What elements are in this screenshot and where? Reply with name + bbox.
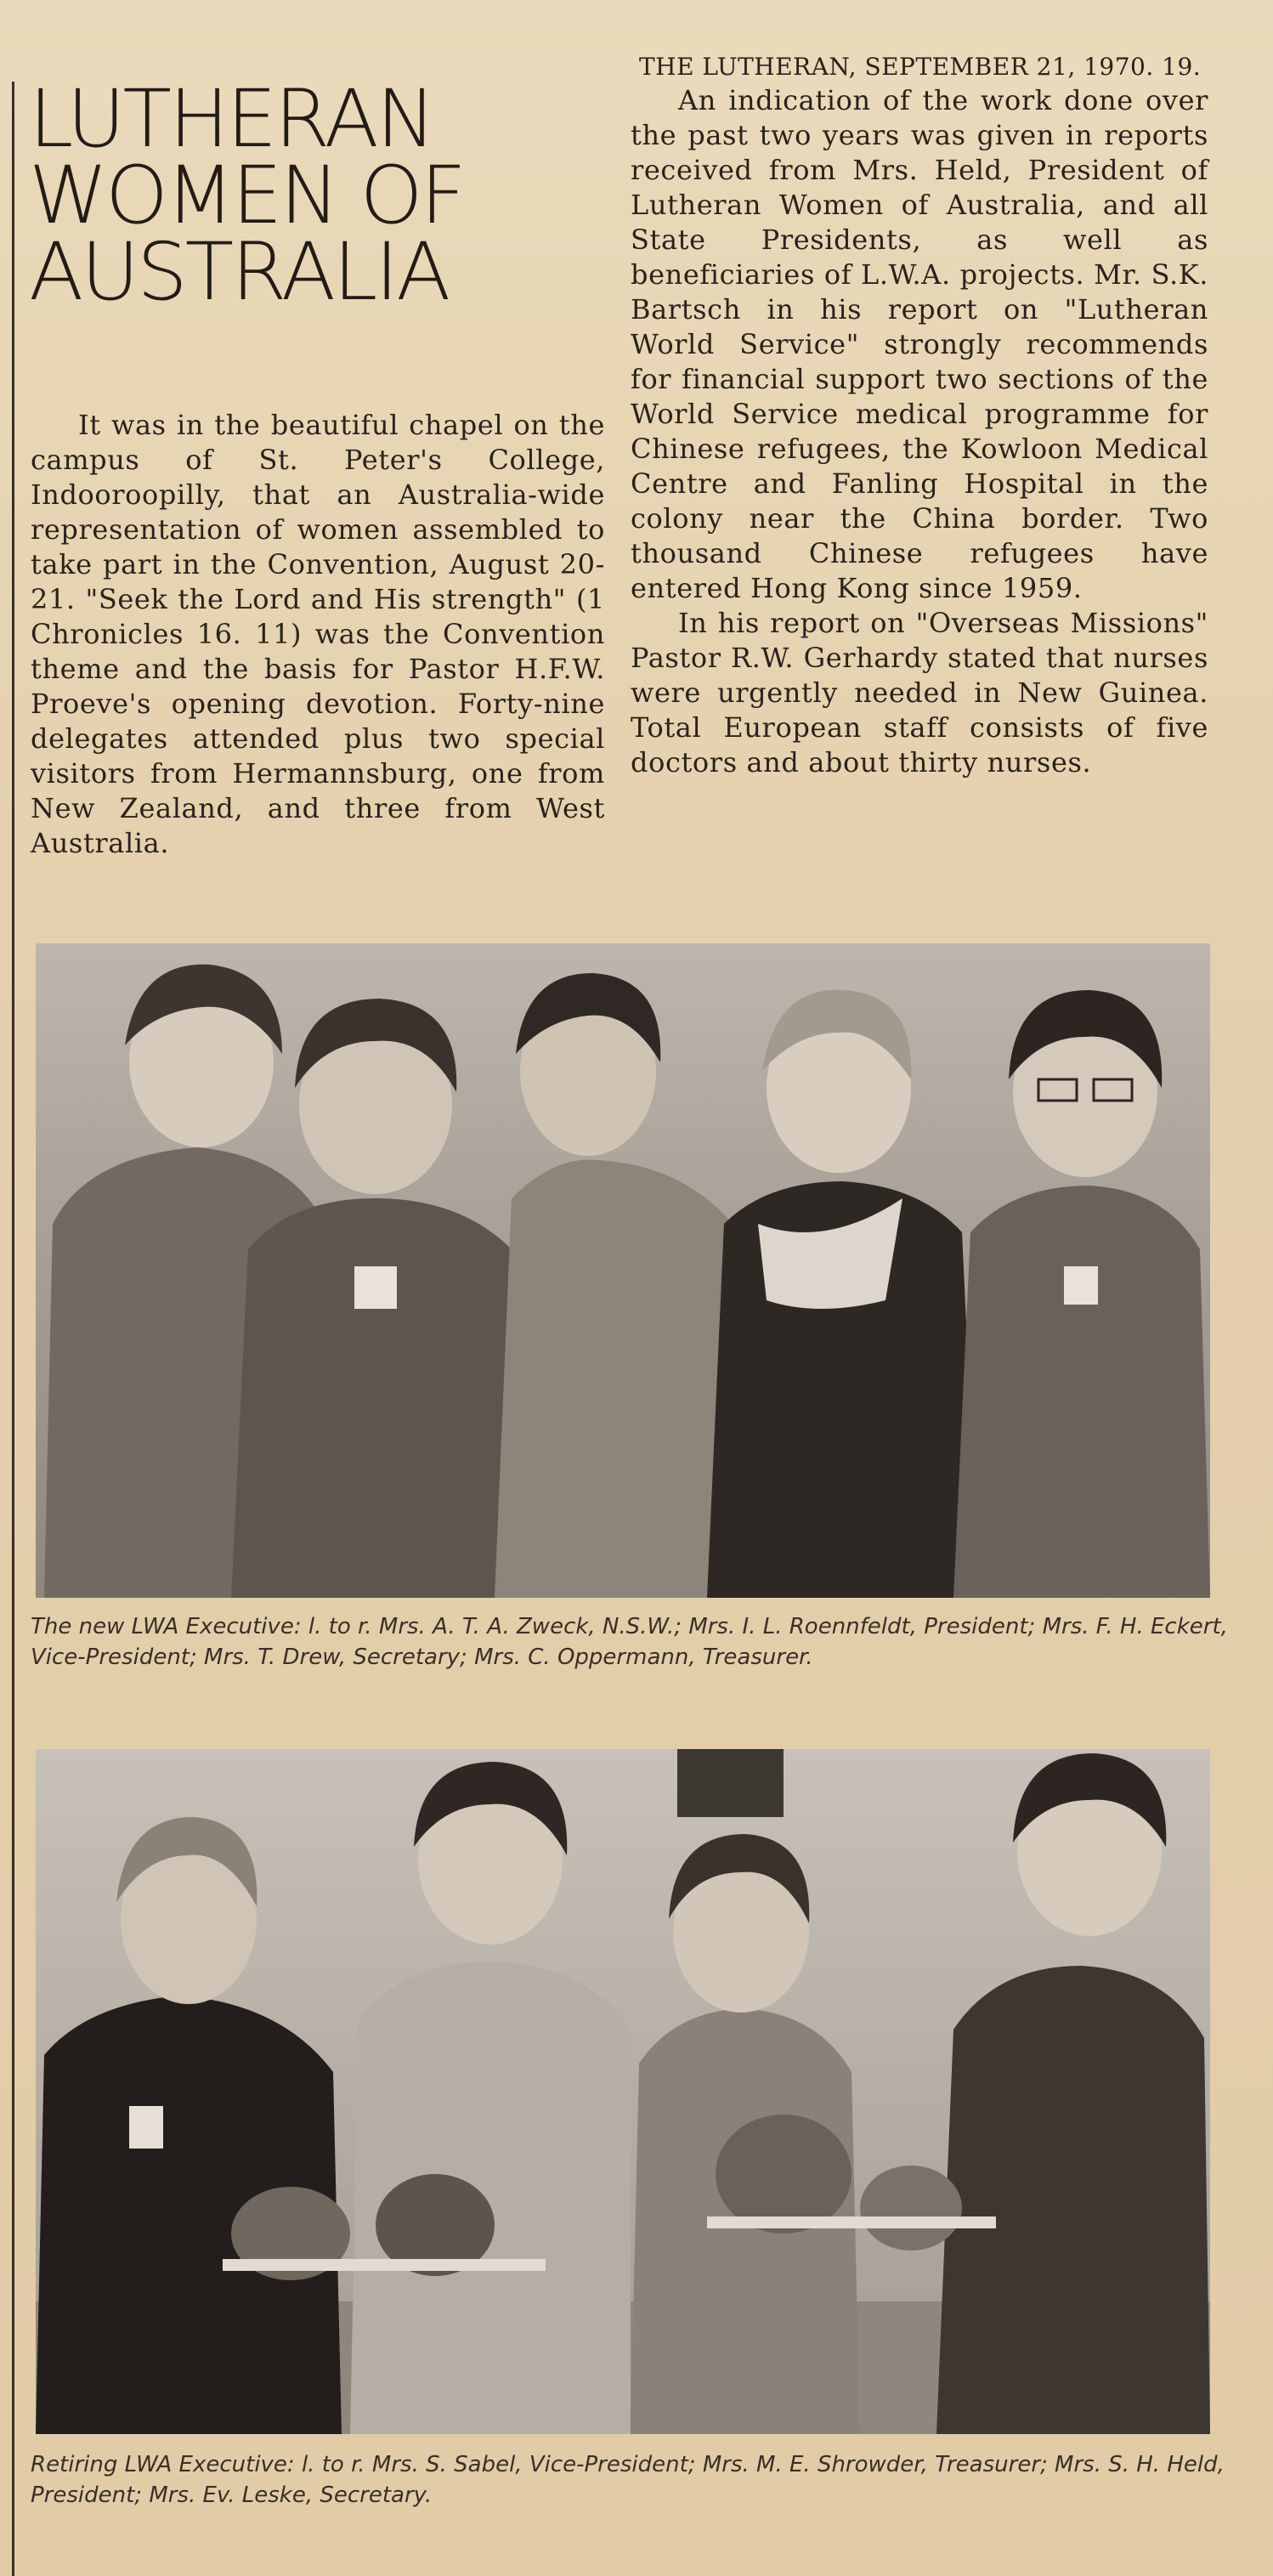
article-headline: LUTHERAN WOMEN OF AUSTRALIA xyxy=(29,73,464,319)
column-rule xyxy=(12,82,14,2576)
photo-new-executive xyxy=(36,943,1210,1598)
article-column-left xyxy=(31,408,605,861)
photo-retiring-executive xyxy=(36,1749,1210,2434)
photo-caption-retiring-executive: Retiring LWA Executive: l. to r. Mrs. S. Sabel, Vice-President; Mrs. M. E. Shrowder, Treasurer; Mrs. S. H. Held, President; Mrs. Ev. Leske, Secretary. xyxy=(31,2452,1225,2508)
article-paragraph: In his report on "Overseas Missions" Pastor R.W. Gerhardy stated that nurses were urgently needed in New Guinea. Total European staff consists of five doctors and about thirty nurses. xyxy=(631,607,1208,778)
article-paragraph: An indication of the work done over the past two years was given in reports received from Mrs. Held, President of Lutheran Women of Australia, and all State Presidents, as well as beneficiaries of L.W.A. projects. Mr. S.K. Bartsch in his report on "Lutheran World Service" strongly recommends for financial support two sections of the World Service medical programme for Chinese refugees, the Kowloon Medical Centre and Fanling Hospital in the colony near the China border. Two thousand Chinese refugees have entered Hong Kong since 1959. xyxy=(631,84,1208,604)
group-photo-four-women xyxy=(36,1749,1210,2434)
newspaper-dateline: THE LUTHERAN, SEPTEMBER 21, 1970. 19. xyxy=(639,53,1202,81)
article-column-right xyxy=(631,83,1208,780)
article-paragraph: It was in the beautiful chapel on the campus of St. Peter's College, Indooroopilly, that an Australia-wide representation of women assembled to take part in the Convention, August 20-21. "Seek the Lord and His strength" (1 Chronicles 16. 11) was the Convention theme and the basis for Pastor H.F.W. Proeve's opening devotion. Forty-nine delegates attended plus two special visitors from Hermannsburg, one from New Zealand, and three from West Australia. xyxy=(31,409,605,859)
photo-caption-new-executive: The new LWA Executive: l. to r. Mrs. A. T. A. Zweck, N.S.W.; Mrs. I. L. Roennfeldt, President; Mrs. F. H. Eckert, Vice-President; Mrs. T. Drew, Secretary; Mrs. C. Oppermann, Treasurer. xyxy=(31,1614,1228,1670)
group-photo-five-women xyxy=(36,943,1210,1598)
